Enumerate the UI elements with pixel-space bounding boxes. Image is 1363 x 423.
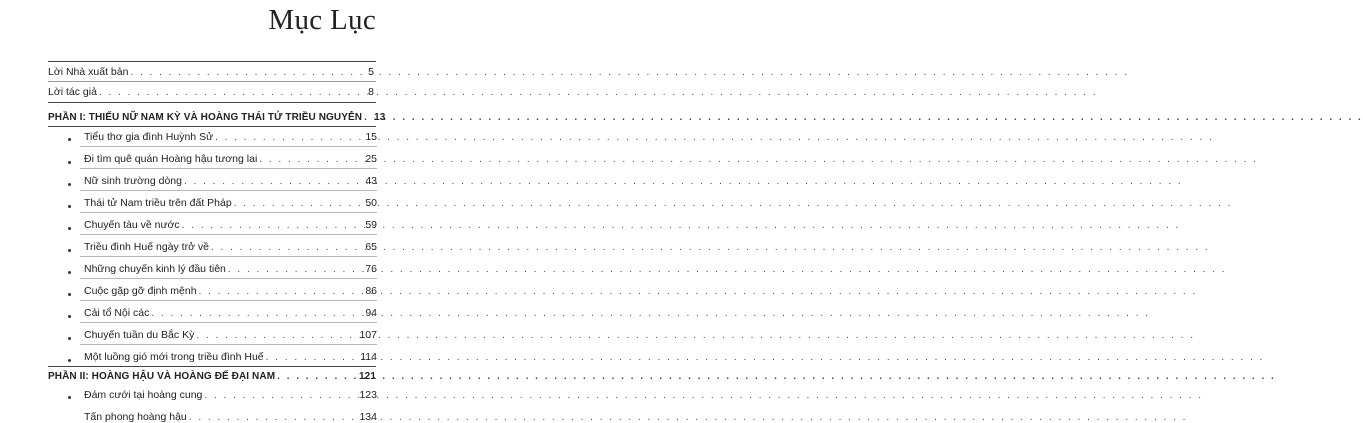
toc-chapter-page: 76 (365, 263, 377, 275)
divider (80, 234, 377, 235)
toc-chapter-label: Nữ sinh trường dòng (84, 175, 182, 187)
dot-leader (151, 308, 363, 319)
toc-chapter-label: Chuyến tàu về nước (84, 219, 180, 231)
divider (80, 212, 377, 213)
toc-chapter-label: Đi tìm quê quán Hoàng hậu tương lai (84, 153, 258, 165)
toc-chapter-label: Cuộc gặp gỡ định mệnh (84, 285, 197, 297)
dot-leader (184, 176, 363, 187)
toc-part-label: PHẦN I: THIẾU NỮ NAM KỲ VÀ HOÀNG THÁI TỬ TRIỀU NGUYỄN (48, 112, 363, 123)
toc-entry-page: 8 (368, 86, 374, 98)
dot-leader (364, 112, 372, 123)
toc-chapter[interactable] (84, 175, 377, 187)
dot-leader (277, 371, 357, 382)
divider (48, 366, 376, 367)
bullet (68, 293, 71, 296)
bullet (68, 271, 71, 274)
dot-leader (266, 352, 359, 363)
dot-leader (189, 412, 358, 423)
dot-leader (204, 390, 357, 401)
toc-chapter[interactable] (84, 219, 377, 231)
dot-leader (199, 286, 364, 297)
divider (48, 126, 376, 127)
toc-chapter[interactable] (84, 131, 377, 143)
dot-leader (182, 220, 364, 231)
dot-leader (215, 132, 363, 143)
toc-chapter-label: Thái tử Nam triều trên đất Pháp (84, 197, 232, 209)
toc-chapter-page: 15 (365, 131, 377, 143)
toc-chapter-page: 65 (365, 241, 377, 253)
divider (48, 102, 376, 103)
toc-chapter[interactable] (84, 307, 377, 319)
toc-chapter-page: 43 (365, 175, 377, 187)
dot-leader (99, 87, 366, 98)
divider (48, 81, 376, 82)
toc-chapter[interactable] (84, 263, 377, 275)
toc-part-label: PHẦN II: HOÀNG HẬU VÀ HOÀNG ĐẾ ĐẠI NAM (48, 371, 276, 382)
toc-chapter-page: 134 (359, 411, 377, 423)
toc-chapter-label: Đám cưới tại hoàng cung (84, 389, 203, 401)
bullet (68, 337, 71, 340)
toc-chapter-label: Cải tổ Nội các (84, 307, 150, 319)
toc-chapter[interactable] (84, 411, 377, 423)
toc-title: Mục Lục (268, 4, 376, 36)
bullet (68, 249, 71, 252)
toc-chapter-page: 50 (365, 197, 377, 209)
divider (80, 146, 377, 147)
toc-chapter-page: 86 (365, 285, 377, 297)
divider (80, 300, 377, 301)
toc-chapter-page: 25 (365, 153, 377, 165)
bullet (68, 161, 71, 164)
toc-chapter[interactable] (84, 329, 377, 341)
divider (80, 344, 377, 345)
bullet (68, 396, 71, 399)
toc-part-page: 13 (374, 112, 386, 123)
bullet (68, 183, 71, 186)
bullet (68, 315, 71, 318)
divider (80, 190, 377, 191)
dot-leader (211, 242, 363, 253)
divider (80, 278, 377, 279)
toc-entry-label: Lời tác giả (48, 86, 97, 98)
divider (80, 168, 377, 169)
toc-chapter[interactable] (84, 285, 377, 297)
toc-entry-publisher-note[interactable] (48, 66, 374, 78)
toc-chapter-label: Tấn phong hoàng hậu (84, 411, 187, 423)
toc-chapter-label: Tiểu thơ gia đình Huỳnh Sử (84, 131, 214, 143)
bullet (68, 359, 71, 362)
toc-chapter[interactable] (84, 241, 377, 253)
toc-part-2-final-heading[interactable] (48, 371, 376, 382)
toc-chapter-page: 94 (365, 307, 377, 319)
dot-leader (259, 154, 363, 165)
dot-leader (196, 330, 357, 341)
toc-entry-author-note[interactable] (48, 86, 374, 98)
top-divider (48, 61, 376, 62)
divider (80, 322, 377, 323)
toc-chapter-page: 123 (359, 389, 377, 401)
bullet (68, 138, 71, 141)
toc-chapter-label: Chuyến tuần du Bắc Kỳ (84, 329, 195, 341)
toc-part-page: 121 (359, 371, 376, 382)
toc-chapter-label: Triều đình Huế ngày trở về (84, 241, 209, 253)
toc-chapter-label: Một luồng gió mới trong triều đình Huế (84, 351, 264, 363)
toc-entry-label: Lời Nhà xuất bản (48, 66, 129, 78)
dot-leader (234, 198, 364, 209)
divider (80, 256, 377, 257)
dot-leader (228, 264, 363, 275)
toc-chapter-label: Những chuyến kinh lý đầu tiên (84, 263, 226, 275)
dot-leader (130, 67, 366, 78)
toc-chapter[interactable] (84, 389, 377, 401)
toc-chapter-page: 114 (360, 351, 377, 363)
toc-chapter-page: 59 (365, 219, 377, 231)
toc-chapter[interactable] (84, 153, 377, 165)
toc-part-1[interactable] (48, 112, 386, 123)
toc-chapter[interactable] (84, 351, 377, 363)
bullet (68, 205, 71, 208)
toc-chapter[interactable] (84, 197, 377, 209)
bullet (68, 227, 71, 230)
toc-chapter-page: 107 (359, 329, 377, 341)
toc-entry-page: 5 (368, 66, 374, 78)
